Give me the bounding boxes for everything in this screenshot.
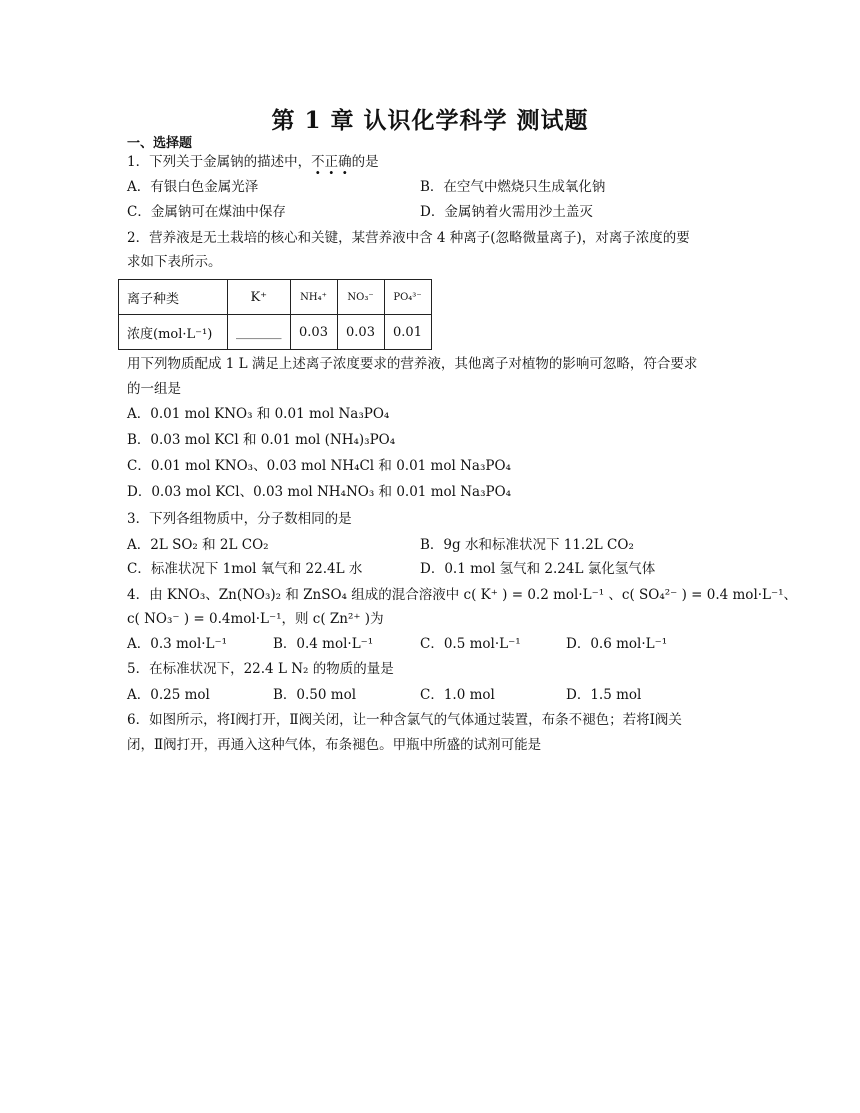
q2-stem-line-2: 求如下表所示。 (127, 254, 222, 270)
page-title: 第 1 章 认识化学科学 测试题 (271, 107, 589, 134)
q6-stem-line-2: 闭，Ⅱ阀打开，再通入这种气体，布条褪色。甲瓶中所盛的试剂可能是 (127, 737, 542, 753)
table-cell: NH₄⁺ (290, 280, 337, 315)
table-cell: K⁺ (228, 280, 291, 315)
q4-option-a: A．0.3 mol·L⁻¹ (127, 636, 228, 652)
table-cell: 0.03 (290, 315, 337, 350)
q5-option-b: B．0.50 mol (273, 687, 357, 703)
table-cell: 浓度(mol·L⁻¹) (119, 315, 228, 350)
table-cell: 0.03 (337, 315, 384, 350)
q4-stem-line-1: 4．由 KNO₃、Zn(NO₃)₂ 和 ZnSO₄ 组成的混合溶液中 c( K⁺ ) = 0.2 mol·L⁻¹ 、c( SO₄²⁻ ) = 0.4 mol·L⁻¹、 (127, 587, 798, 603)
table-cell: NO₃⁻ (337, 280, 384, 315)
question-1-stem (127, 152, 379, 172)
q3-option-a: A．2L SO₂ 和 2L CO₂ (127, 537, 269, 553)
section-heading: 一、选择题 (127, 136, 193, 151)
q6-stem-line-1: 6．如图所示，将Ⅰ阀打开，Ⅱ阀关闭，让一种含氯气的气体通过装置，布条不褪色；若将Ⅰ阀关 (127, 712, 682, 728)
q4-stem-line-2: c( NO₃⁻ ) = 0.4mol·L⁻¹，则 c( Zn²⁺ )为 (127, 611, 384, 627)
emphasis-char: 正 (324, 154, 339, 170)
table-cell: 离子种类 (119, 280, 228, 315)
q4-option-c: C．0.5 mol·L⁻¹ (420, 636, 521, 652)
q3-stem: 3．下列各组物质中，分子数相同的是 (127, 511, 352, 527)
q2-stem-line-1: 2．营养液是无土栽培的核心和关键，某营养液中含 4 种离子(忽略微量离子)，对离子浓度的要 (127, 230, 690, 246)
table-row (119, 315, 432, 350)
q4-option-d: D．0.6 mol·L⁻¹ (566, 636, 668, 652)
q3-option-d: D．0.1 mol 氢气和 2.24L 氯化氢气体 (420, 561, 656, 577)
q2-option-c: C．0.01 mol KNO₃、0.03 mol NH₄Cl 和 0.01 mol Na₃PO₄ (127, 458, 511, 474)
table-row (119, 280, 432, 315)
q1-option-c: C．金属钠可在煤油中保存 (127, 204, 286, 220)
q2-after-line-1: 用下列物质配成 1 L 满足上述离子浓度要求的营养液，其他离子对植物的影响可忽略，符合要求 (127, 356, 698, 372)
table-cell: 0.01 (384, 315, 431, 350)
q3-option-b: B．9g 水和标准状况下 11.2L CO₂ (420, 537, 634, 553)
q2-option-a: A．0.01 mol KNO₃ 和 0.01 mol Na₃PO₄ (127, 406, 390, 422)
q5-option-c: C．1.0 mol (420, 687, 495, 703)
ion-concentration-table (118, 279, 432, 350)
q2-after-line-2: 的一组是 (127, 381, 181, 397)
q1-option-d: D．金属钠着火需用沙土盖灭 (420, 204, 593, 220)
q2-option-b: B．0.03 mol KCl 和 0.01 mol (NH₄)₃PO₄ (127, 432, 396, 448)
q4-option-b: B．0.4 mol·L⁻¹ (273, 636, 374, 652)
q3-option-c: C．标准状况下 1mol 氧气和 22.4L 水 (127, 561, 363, 577)
table-cell: PO₄³⁻ (384, 280, 431, 315)
q5-option-a: A．0.25 mol (127, 687, 210, 703)
q1-option-a: A．有银白色金属光泽 (127, 179, 259, 195)
q2-option-d: D．0.03 mol KCl、0.03 mol NH₄NO₃ 和 0.01 mol Na₃PO₄ (127, 484, 512, 500)
q5-option-d: D．1.5 mol (566, 687, 642, 703)
emphasis-char: 不 (311, 154, 325, 170)
emphasis-char: 确 (338, 154, 352, 170)
q5-stem: 5．在标准状况下，22.4 L N₂ 的物质的量是 (127, 661, 394, 677)
q1-stem-text: 1．下列关于金属钠的描述中， (127, 154, 312, 170)
table-cell-blank: _______ (228, 315, 291, 350)
q1-option-b: B．在空气中燃烧只生成氧化钠 (420, 179, 606, 195)
q1-stem-end: 的是 (351, 154, 379, 170)
